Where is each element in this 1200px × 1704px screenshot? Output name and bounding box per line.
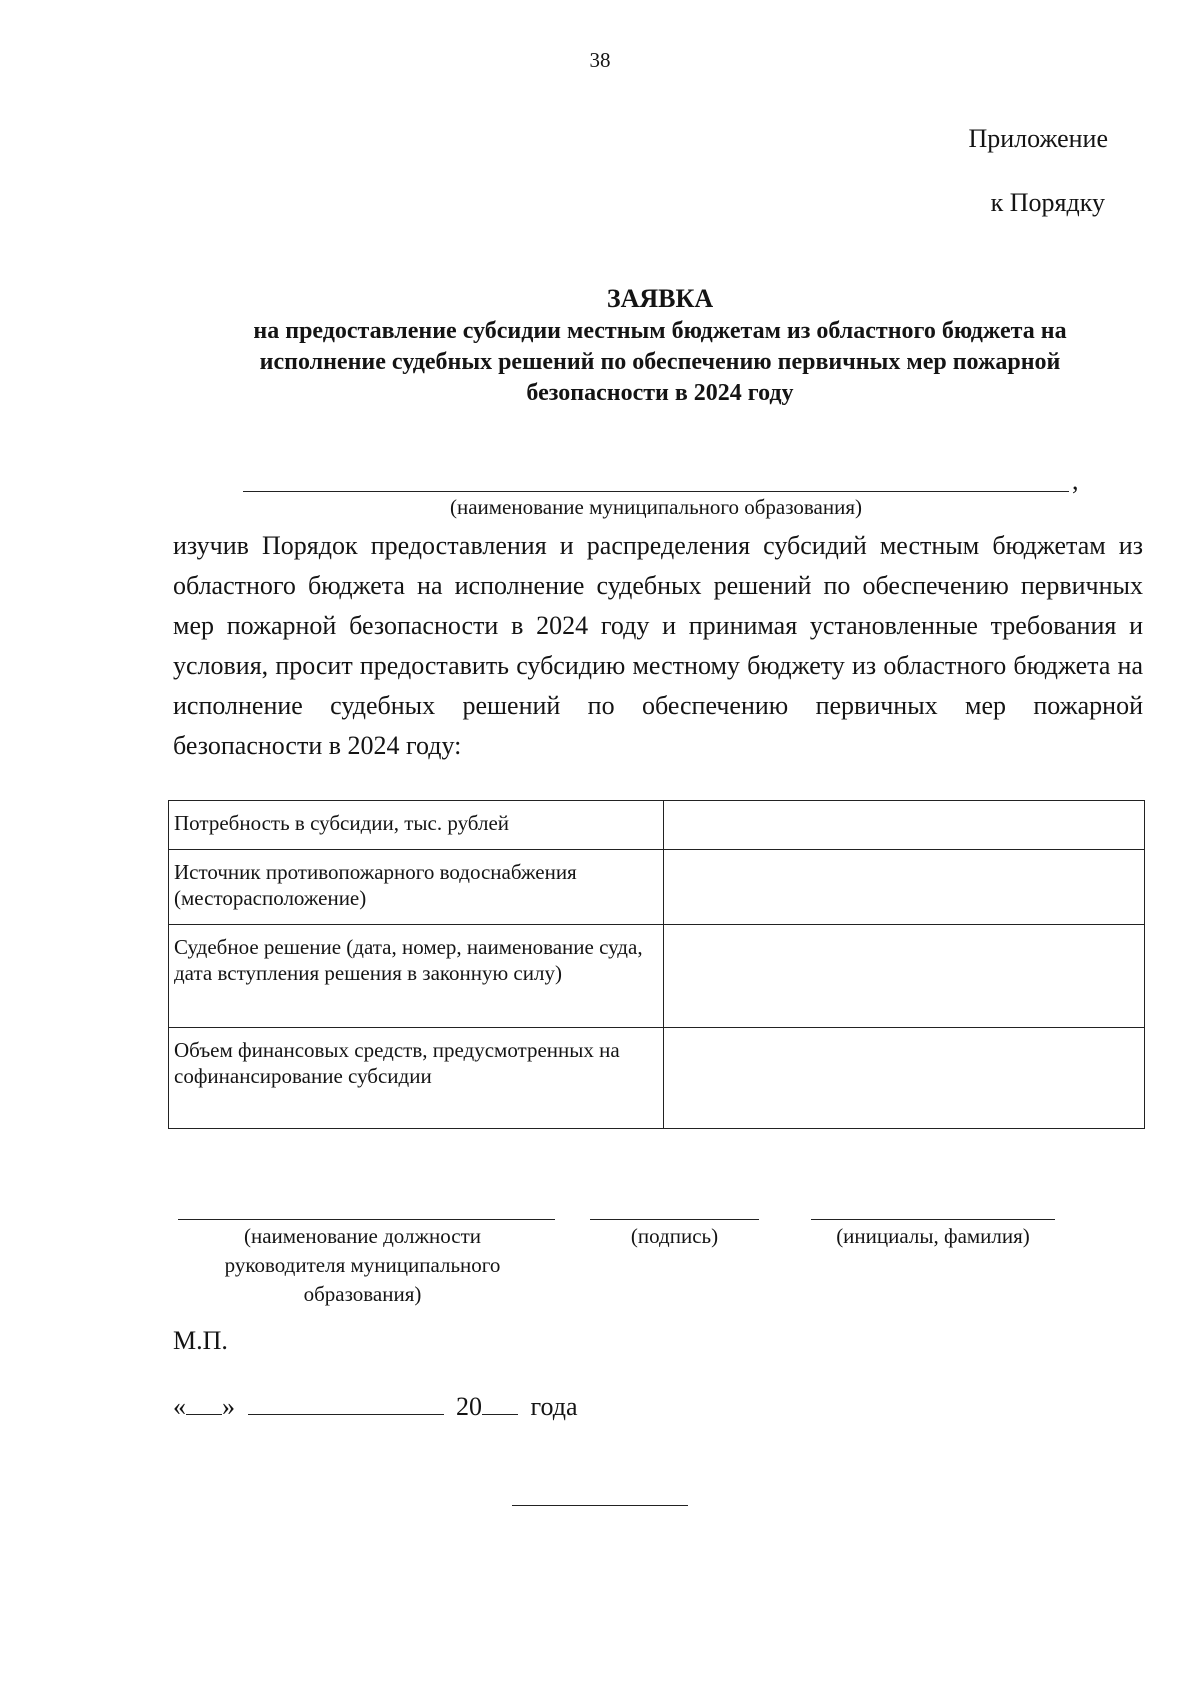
table-row: [169, 1028, 1145, 1129]
date-year-suffix: года: [530, 1392, 578, 1421]
appendix-reference: к Порядку: [990, 188, 1105, 217]
date-month-field[interactable]: [248, 1392, 444, 1415]
document-subtitle-line-3: безопасности в 2024 году: [526, 380, 794, 406]
name-field[interactable]: [811, 1219, 1055, 1220]
date-open-quote: «: [173, 1392, 186, 1421]
date-line: [173, 1392, 578, 1422]
page-number: 38: [589, 48, 611, 72]
date-year-field[interactable]: [482, 1392, 518, 1415]
table-row: [169, 801, 1145, 850]
date-day-field[interactable]: [186, 1392, 222, 1415]
position-caption: (наименование должности руководителя муниципального образования): [224, 1224, 501, 1306]
municipality-caption: (наименование муниципального образования): [449, 495, 863, 519]
application-body-text: изучив Порядок предоставления и распределения субсидий местным бюджетам из областного бюджета на исполнение судебных решений по обеспечению первичных мер пожарной безопасности в 2024 году и принимая установленные требования и условия, просит предоставить субсидию местному бюджету из областного бюджета на исполнение судебных решений по обеспечению первичных мер пожарной безопасности в 2024 году:: [173, 531, 1143, 760]
closing-divider: [512, 1505, 688, 1506]
table-row: [169, 850, 1145, 925]
table-row-value-field[interactable]: [664, 850, 1145, 925]
table-row-label: Потребность в субсидии, тыс. рублей: [169, 801, 664, 850]
table-row-value-field[interactable]: [664, 925, 1145, 1028]
signature-field[interactable]: [590, 1219, 759, 1220]
table-row: [169, 925, 1145, 1028]
municipality-name-field[interactable]: [243, 491, 1069, 492]
appendix-label: Приложение: [968, 124, 1108, 153]
date-close-quote: »: [222, 1392, 235, 1421]
table-row-value-field[interactable]: [664, 801, 1145, 850]
name-caption: (инициалы, фамилия): [836, 1224, 1030, 1248]
table-row-label: Объем финансовых средств, предусмотренных на софинансирование субсидии: [169, 1028, 664, 1129]
date-year-prefix: 20: [456, 1392, 482, 1421]
signature-caption: (подпись): [630, 1224, 719, 1248]
table-row-label: Судебное решение (дата, номер, наименование суда, дата вступления решения в законную силу): [169, 925, 664, 1028]
stamp-placeholder-label: М.П.: [173, 1326, 228, 1355]
document-subtitle-line-2: исполнение судебных решений по обеспечению первичных мер пожарной: [259, 349, 1061, 375]
document-heading: [160, 282, 1160, 409]
position-field[interactable]: [178, 1219, 555, 1220]
table-row-value-field[interactable]: [664, 1028, 1145, 1129]
table-row-label: Источник противопожарного водоснабжения (месторасположение): [169, 850, 664, 925]
subsidy-request-table: [168, 800, 1145, 1129]
municipality-line-comma: ,: [1072, 466, 1079, 495]
document-subtitle-line-1: на предоставление субсидии местным бюджетам из областного бюджета на: [253, 318, 1067, 344]
document-title: ЗАЯВКА: [606, 284, 714, 313]
